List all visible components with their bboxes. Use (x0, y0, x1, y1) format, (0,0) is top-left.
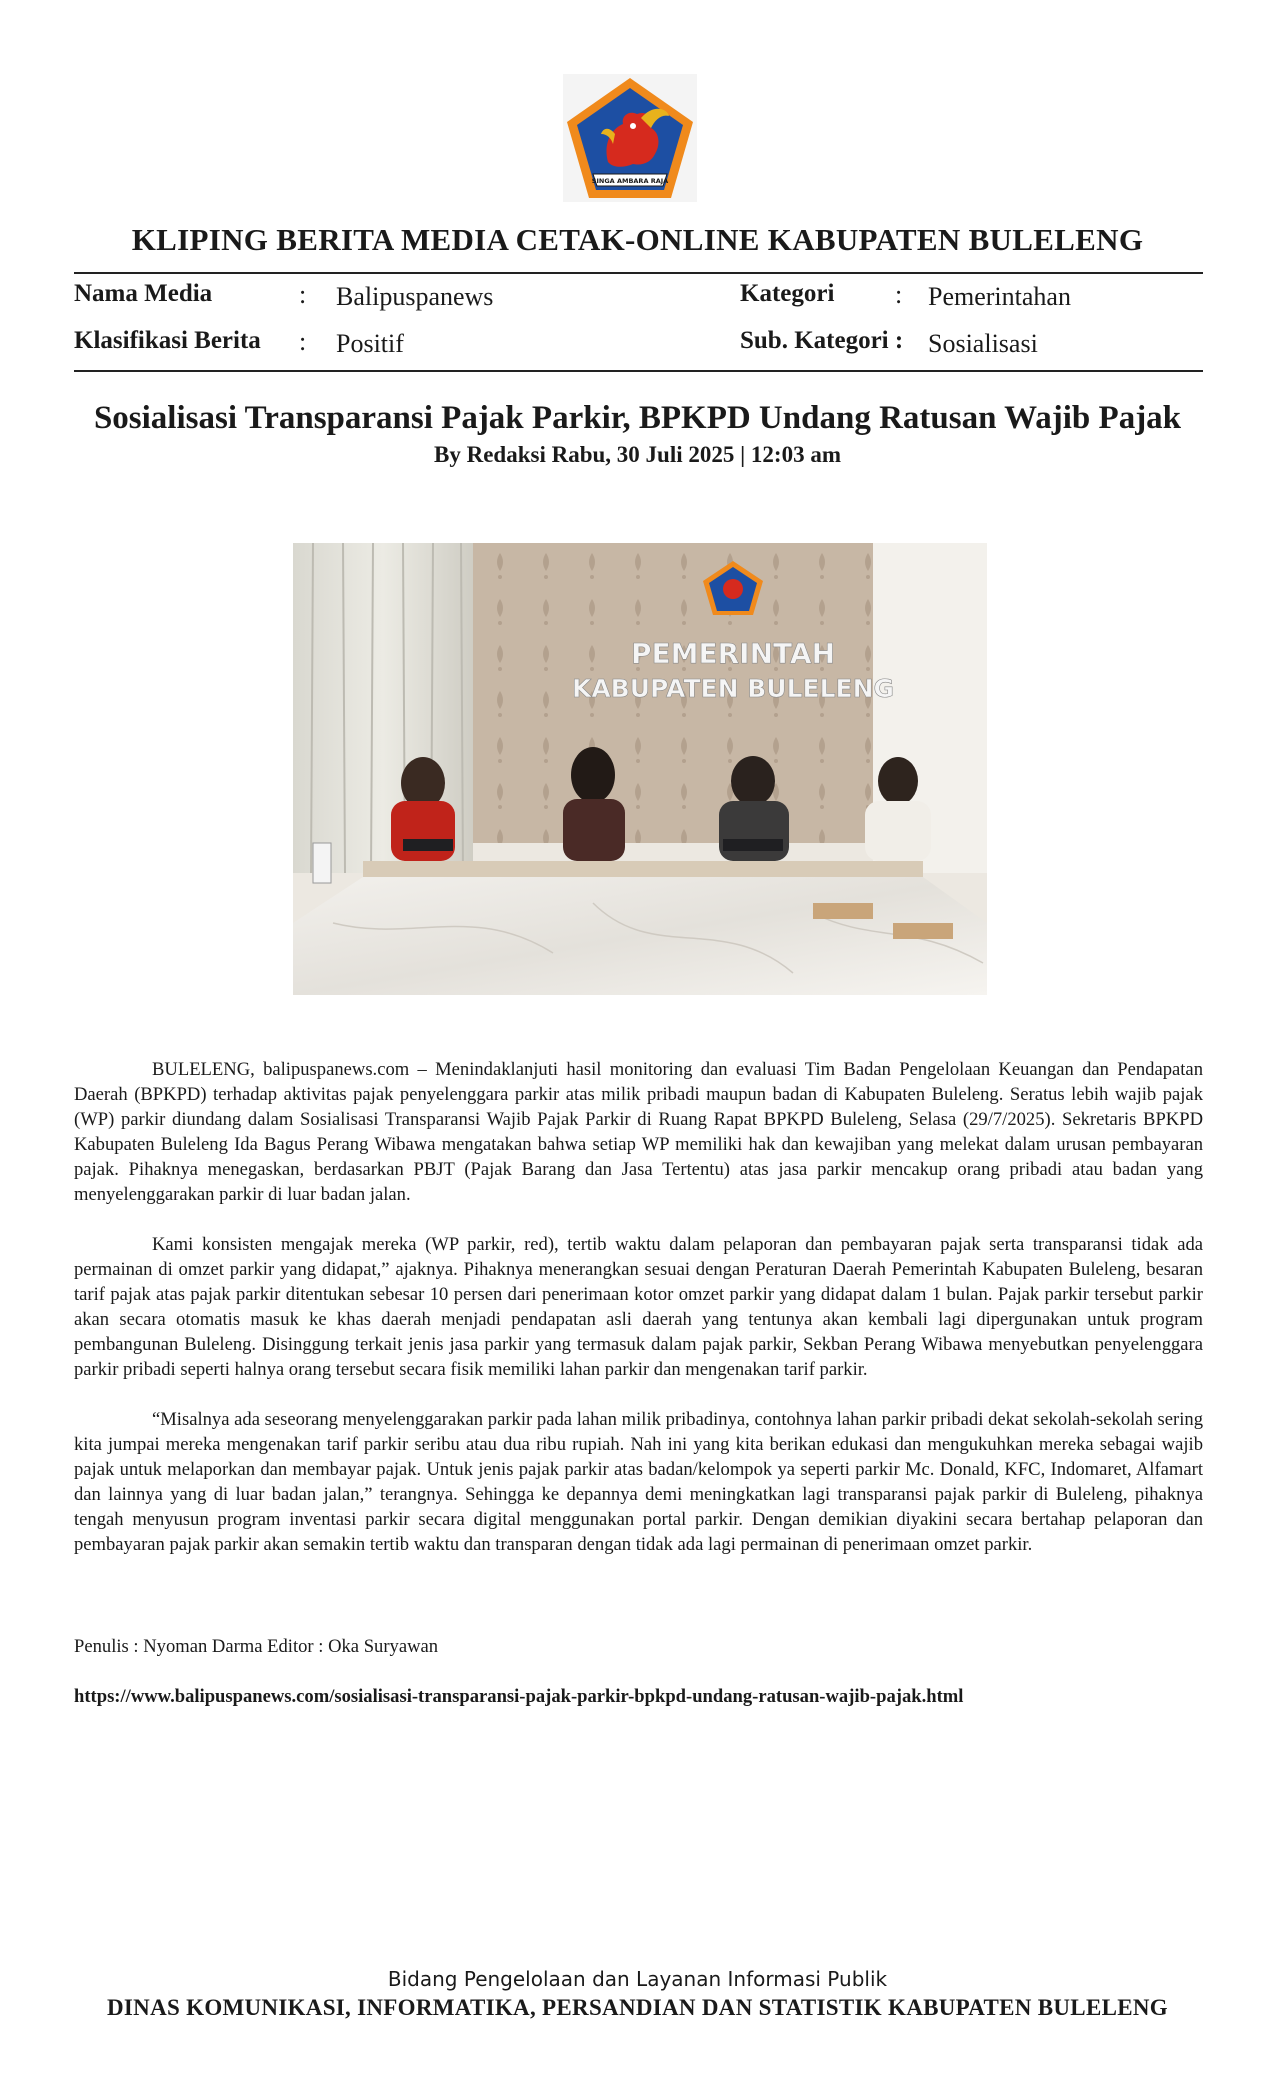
article-credits: Penulis : Nyoman Darma Editor : Oka Suryawan (74, 1636, 439, 1657)
article-photo (293, 543, 987, 995)
nama-media-value: Balipuspanews (336, 282, 494, 311)
sub-kategori-label: Sub. Kategori : (740, 327, 904, 354)
klasifikasi-label: Klasifikasi Berita (74, 327, 261, 354)
svg-text:KABUPATEN BULELENG: KABUPATEN BULELENG (571, 674, 895, 703)
kategori-value: Pemerintahan (928, 282, 1071, 311)
singa-ambara-raja-logo-icon (563, 74, 697, 202)
klasifikasi-separator: : (299, 327, 307, 356)
sub-kategori-value: Sosialisasi (928, 329, 1038, 358)
article-title: Sosialisasi Transparansi Pajak Parkir, BPKPD Undang Ratusan Wajib Pajak (93, 400, 1182, 436)
footer-title: DINAS KOMUNIKASI, INFORMATIKA, PERSANDIAN DAN STATISTIK KABUPATEN BULELENG (107, 1995, 1168, 2020)
nama-media-label: Nama Media (74, 280, 213, 307)
footer-subtitle: Bidang Pengelolaan dan Layanan Informasi Publik (387, 1967, 888, 1991)
article-byline: By Redaksi Rabu, 30 Juli 2025 | 12:03 am (434, 442, 841, 467)
svg-text:SINGA AMBARA RAJA: SINGA AMBARA RAJA (591, 177, 669, 185)
klasifikasi-value: Positif (336, 329, 404, 358)
article-body (74, 1057, 1203, 1582)
divider-bottom (74, 370, 1203, 372)
kategori-separator: : (895, 280, 903, 309)
svg-text:PEMERINTAH: PEMERINTAH (630, 637, 836, 670)
article-paragraph-2: Kami konsisten mengajak mereka (WP parkir, red), tertib waktu dalam pelaporan dan pembayaran pajak serta transparansi tidak ada permainan di omzet parkir yang didapat,” ajaknya. Pihaknya menerangkan sesuai dengan Peraturan Daerah Pemerintah Kabupaten Buleleng, besaran tarif pajak atas pajak parkir ditentukan sebesar 10 persen dari penerimaan kotor omzet parkir yang didapat dalam 1 bulan. Pajak parkir tersebut parkir akan secara otomatis masuk ke khas daerah menjadi pendapatan asli daerah yang tentunya akan kembali lagi dipergunakan untuk program pembangunan Buleleng. Disinggung terkait jenis jasa parkir yang termasuk dalam pajak parkir, Sekban Perang Wibawa menyebutkan penyelenggara parkir pribadi seperti halnya orang tersebut secara fisik memiliki lahan parkir dan mengenakan tarif parkir. (74, 1234, 1203, 1380)
article-paragraph-1: BULELENG, balipuspanews.com – Menindaklanjuti hasil monitoring dan evaluasi Tim Badan Pengelolaan Keuangan dan Pendapatan Daerah (BPKPD) terhadap aktivitas pajak penyelenggara parkir atas milik pribadi maupun badan di Kabupaten Buleleng. Seratus lebih wajib pajak (WP) parkir diundang dalam Sosialisasi Transparansi Wajib Pajak Parkir di Ruang Rapat BPKPD Buleleng, Selasa (29/7/2025). Sekretaris BPKPD Kabupaten Buleleng Ida Bagus Perang Wibawa mengatakan bahwa setiap WP memiliki hak dan kewajiban yang melekat dalam urusan pembayaran pajak. Pihaknya menegaskan, berdasarkan PBJT (Pajak Barang dan Jasa Tertentu) atas jasa parkir mencakup orang pribadi atau badan yang menyelenggarakan parkir di luar badan jalan. (74, 1059, 1203, 1205)
kliping-title: KLIPING BERITA MEDIA CETAK-ONLINE KABUPATEN BULELENG (131, 222, 1144, 257)
nama-media-separator: : (299, 280, 307, 309)
divider-top (74, 272, 1203, 274)
kategori-label: Kategori (740, 280, 835, 307)
article-paragraph-3: “Misalnya ada seseorang menyelenggarakan parkir pada lahan milik pribadinya, contohnya lahan parkir pribadi dekat sekolah-sekolah sering kita jumpai mereka mengenakan tarif parkir seribu atau dua ribu rupiah. Nah ini yang kita berikan edukasi dan mengukuhkan mereka sebagai wajib pajak untuk melaporkan dan membayar pajak. Untuk jenis pajak parkir atas badan/kelompok ya seperti parkir Mc. Donald, KFC, Indomaret, Alfamart dan lainnya yang di luar badan jalan,” terangnya. Sehingga ke depannya demi meningkatkan lagi transparansi pajak parkir di Buleleng, pihaknya tengah menyusun program inventasi parkir secara digital menggunakan portal parkir. Dengan demikian diyakini secara bertahap pelaporan dan pembayaran pajak parkir akan semakin tertib waktu dan transparan dengan tidak ada lagi permainan di penerimaan omzet parkir. (74, 1409, 1203, 1555)
article-url[interactable]: https://www.balipuspanews.com/sosialisasi-transparansi-pajak-parkir-bpkpd-undang-ratusan-wajib-pajak.html (74, 1686, 964, 1707)
